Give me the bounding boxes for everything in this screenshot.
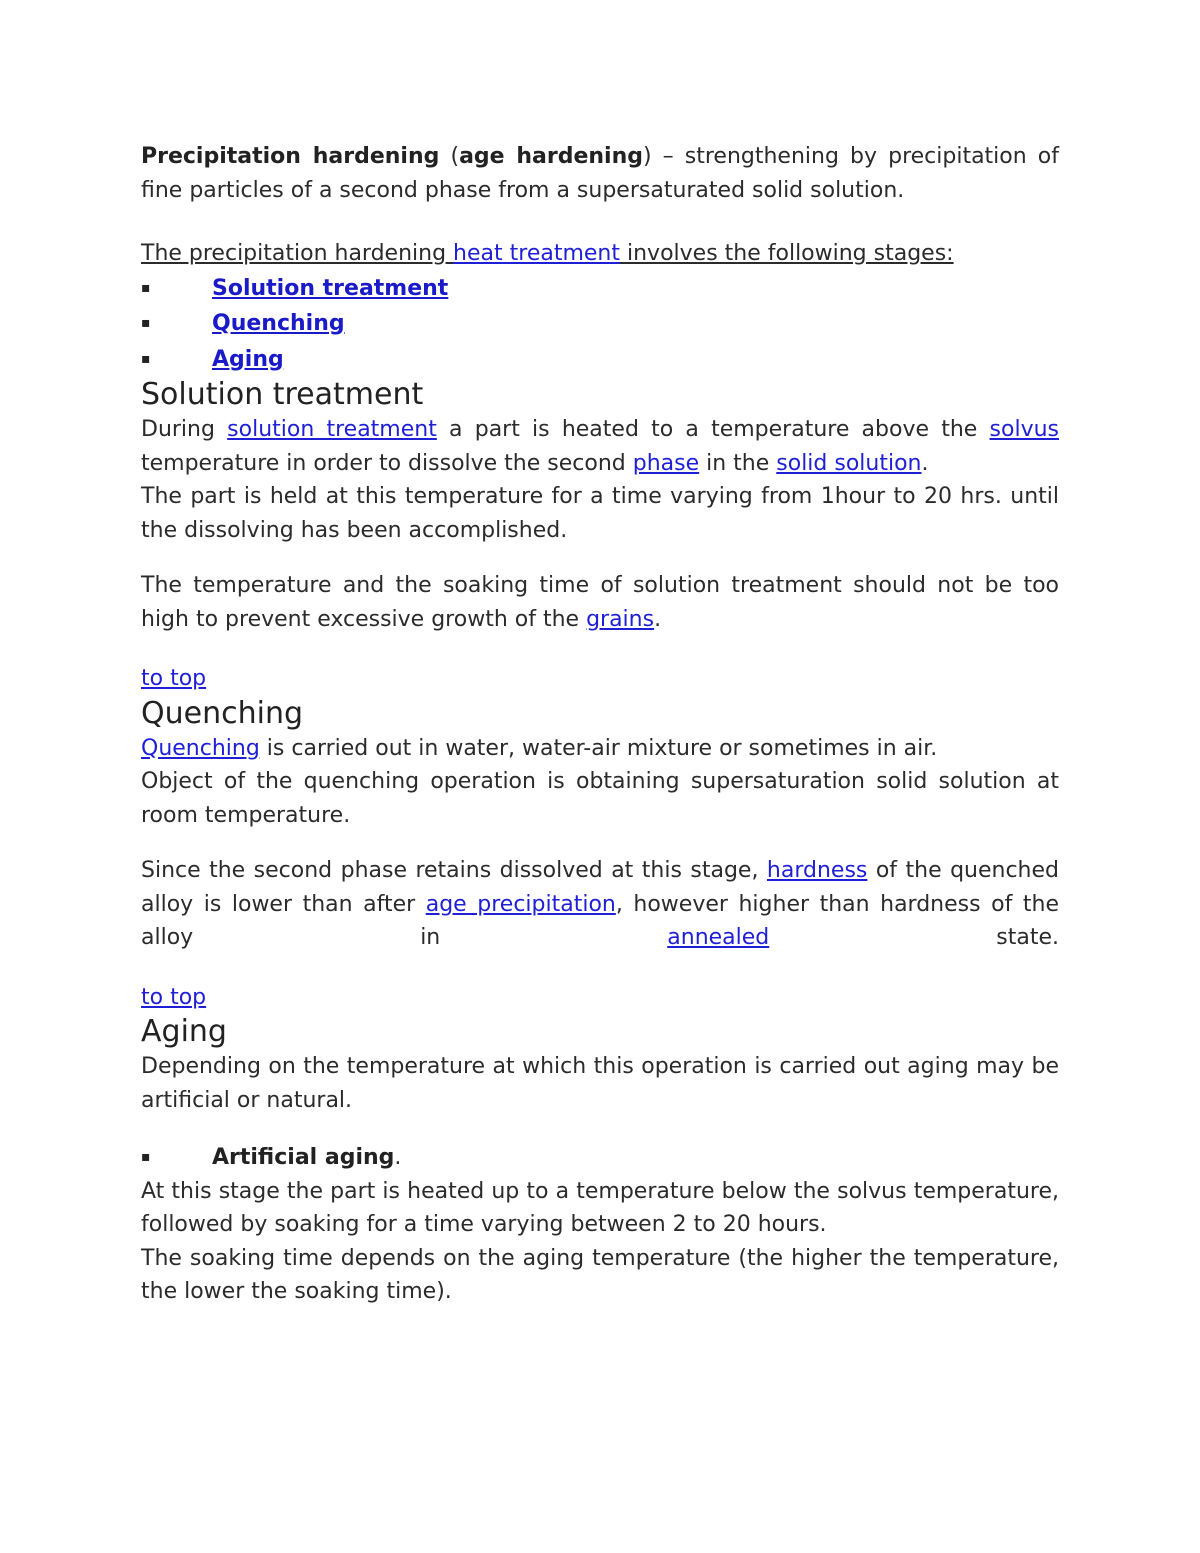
solution-paragraph-1: During solution treatment a part is heated to a temperature above the solvus temperature in order to dissolve the second phase in the solid solution.	[141, 417, 1059, 476]
solution-paragraph-2: The part is held at this temperature for a time varying from 1hour to 20 hrs. until the dissolving has been accomplished.	[141, 484, 1059, 543]
stage-link-quenching[interactable]: Quenching	[212, 311, 345, 336]
intro-term: Precipitation hardening	[141, 144, 440, 169]
list-item: ▪ Artificial aging.	[141, 1141, 1059, 1175]
quenching-paragraph-1: Quenching is carried out in water, water-air mixture or sometimes in air.	[141, 735, 938, 761]
phase-link[interactable]: phase	[632, 450, 700, 476]
stage-link-solution-treatment[interactable]: Solution treatment	[212, 275, 449, 301]
bullet-icon: ▪	[141, 350, 151, 367]
artificial-aging-label: Artificial aging	[212, 1145, 395, 1170]
stages-intro: The precipitation hardening heat treatment involves the following stages:	[141, 241, 954, 266]
solution-treatment-heading: Solution treatment	[141, 377, 424, 412]
list-item	[141, 342, 1059, 378]
solution-treatment-link[interactable]: solution treatment	[227, 417, 437, 442]
aging-paragraph-2: At this stage the part is heated up to a temperature below the solvus temperature, followed by soaking for a time varying between 2 to 20 hours.	[141, 1178, 1059, 1237]
quenching-paragraph-2: Object of the quenching operation is obtaining supersaturation solid solution at room temperature.	[141, 769, 1059, 828]
bullet-icon: ▪	[141, 279, 151, 296]
to-top-link-wrapper	[141, 662, 1059, 696]
solvus-link[interactable]: solvus	[989, 417, 1059, 442]
document-page	[141, 140, 1059, 1309]
solid-solution-link[interactable]: solid solution	[776, 450, 922, 476]
aging-heading: Aging	[141, 1014, 227, 1049]
to-top-link-wrapper	[141, 981, 1059, 1015]
quenching-heading: Quenching	[141, 695, 303, 731]
grains-link[interactable]: grains	[586, 606, 655, 632]
to-top-link[interactable]: to top	[141, 666, 207, 691]
heat-treatment-link[interactable]: heat treatment	[453, 241, 620, 266]
intro-paragraph: Precipitation hardening (age hardening) – strengthening by precipitation of fine particles of a second phase from a supersaturated solid solution.	[141, 144, 1059, 203]
to-top-link[interactable]: to top	[141, 984, 207, 1010]
list-item	[141, 306, 1059, 342]
stage-link-aging[interactable]: Aging	[212, 346, 284, 372]
intro-definition: – strengthening by precipitation of fine particles of a second phase from a supersaturated solid solution.	[141, 144, 1059, 203]
bullet-icon: ▪	[141, 315, 151, 331]
bullet-icon: ▪	[141, 1149, 151, 1165]
intro-alt-term: age hardening	[459, 144, 643, 169]
annealed-link[interactable]: annealed	[667, 925, 770, 950]
stages-list	[141, 271, 1059, 378]
aging-paragraph-3: The soaking time depends on the aging temperature (the higher the temperature, the lower the soaking time).	[141, 1245, 1059, 1304]
hardness-link[interactable]: hardness	[766, 858, 868, 883]
solution-paragraph-3: The temperature and the soaking time of solution treatment should not be too high to prevent excessive growth of the grains.	[141, 573, 1059, 632]
age-precipitation-link[interactable]: age precipitation	[425, 891, 616, 917]
list-item	[141, 271, 1059, 307]
aging-paragraph-1: Depending on the temperature at which this operation is carried out aging may be artificial or natural.	[141, 1054, 1059, 1113]
quenching-link[interactable]: Quenching	[141, 735, 260, 761]
quenching-paragraph-3: Since the second phase retains dissolved at this stage, hardness of the quenched alloy is lower than after age precipitation, however higher than hardness of the alloy in annealed state.	[141, 858, 1060, 950]
